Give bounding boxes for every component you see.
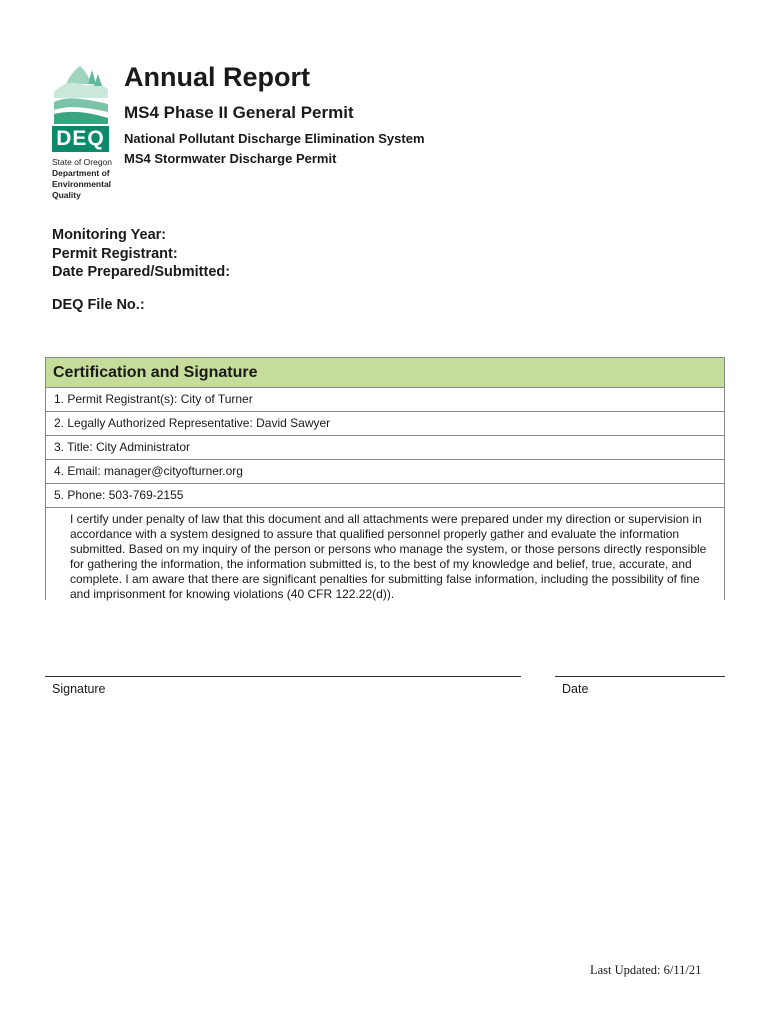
agency-dept-2: Environmental [52, 179, 112, 189]
report-meta [52, 226, 230, 282]
last-updated: Last Updated: 6/11/21 [590, 963, 702, 977]
date-line[interactable] [555, 676, 725, 677]
agency-dept-1: Department of [52, 168, 110, 178]
deq-wordmark: DEQ [52, 126, 109, 152]
permit-name: MS4 Stormwater Discharge Permit [124, 151, 337, 166]
date-label: Date [562, 682, 589, 696]
file-number-label: DEQ File No.: [52, 297, 145, 313]
program-name: National Pollutant Discharge Elimination System [124, 131, 425, 146]
deq-logo [52, 64, 112, 201]
page-title: Annual Report [124, 62, 310, 92]
cert-row-title: 3. Title: City Administrator [46, 436, 724, 460]
landscape-icon [52, 64, 109, 124]
certification-heading: Certification and Signature [46, 358, 724, 388]
page-subtitle: MS4 Phase II General Permit [124, 103, 354, 122]
agency-name [52, 157, 112, 201]
certification-statement: I certify under penalty of law that this document and all attachments were prepared under my direction or supervision in accordance with a system designed to assure that qualified personnel properly gather and evaluate the information submitted. Based on my inquiry of the person or persons who manage the system, or those persons directly responsible for gathering the information, the information submitted is, to the best of my knowledge and belief, true, accurate, and complete. I am aware that there are significant penalties for submitting false information, including the possibility of fine and imprisonment for knowing violations (40 CFR 122.22(d)). [70, 512, 707, 601]
cert-row-representative: 2. Legally Authorized Representative: David Sawyer [46, 412, 724, 436]
cert-row-email: 4. Email: manager@cityofturner.org [46, 460, 724, 484]
agency-state: State of Oregon [52, 157, 113, 167]
cert-row-phone: 5. Phone: 503-769-2155 [46, 484, 724, 508]
signature-label: Signature [52, 682, 106, 696]
certification-table [45, 357, 725, 600]
cert-row-registrant: 1. Permit Registrant(s): City of Turner [46, 388, 724, 412]
monitoring-year-label: Monitoring Year: [52, 227, 167, 243]
date-prepared-label: Date Prepared/Submitted: [52, 264, 231, 280]
permit-registrant-label: Permit Registrant: [52, 245, 178, 262]
agency-dept-3: Quality [52, 190, 81, 200]
signature-line[interactable] [45, 676, 521, 677]
